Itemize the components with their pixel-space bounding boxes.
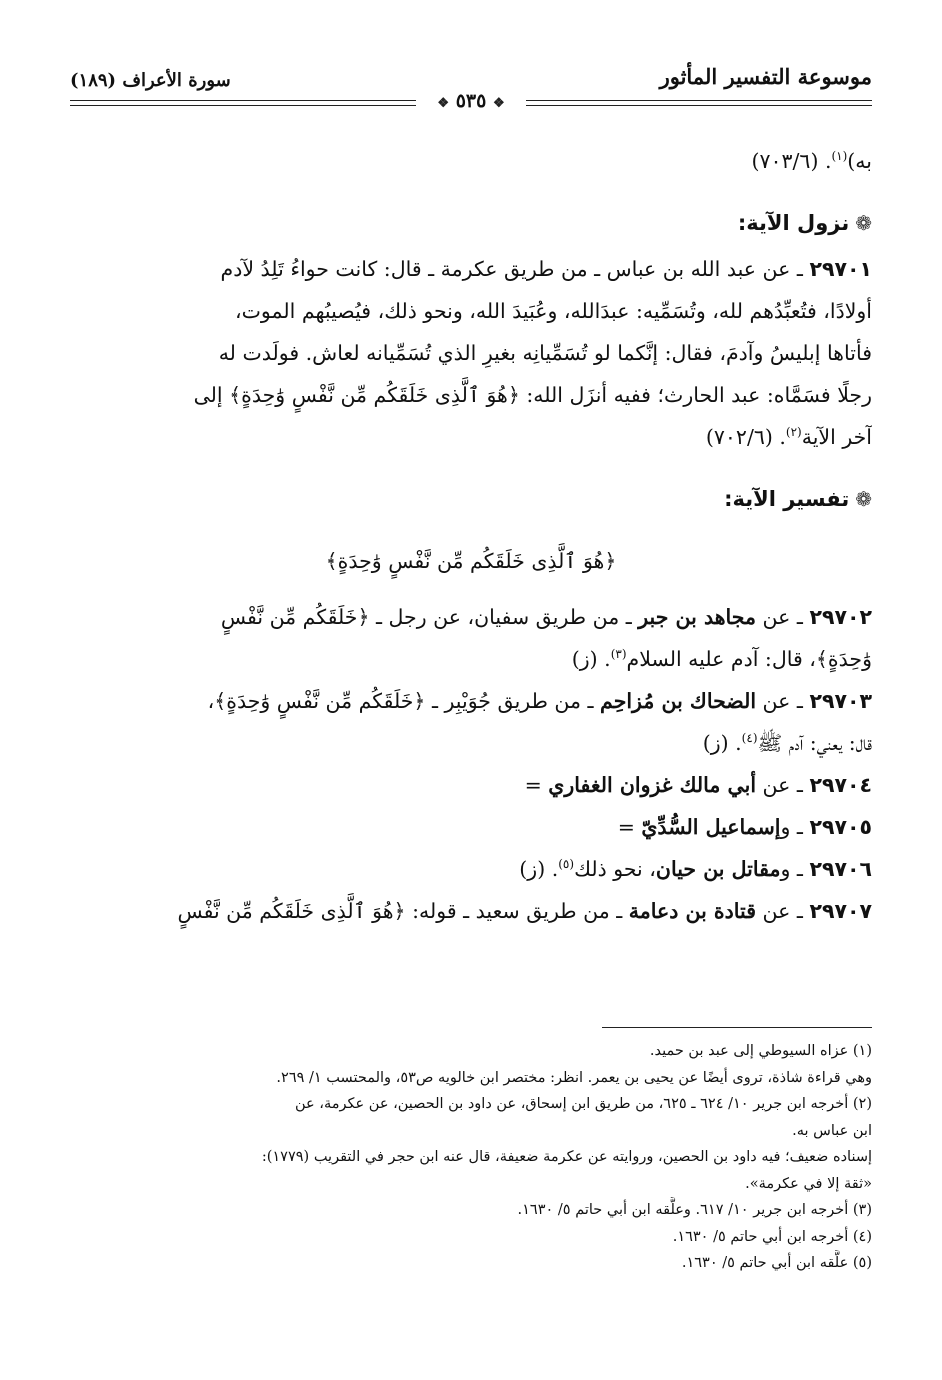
hadith-number: ٢٩٧٠٥ bbox=[809, 815, 872, 839]
footnote-ref: (٢) bbox=[785, 425, 802, 440]
continuation-text: به) bbox=[847, 149, 872, 173]
hadith-text: قال: يعني: آدم ﷺ bbox=[757, 731, 872, 755]
narrator-name: أبي مالك غزوان الغفاري bbox=[548, 773, 757, 797]
hadith-text: ـ من طريق سفيان، عن رجل ـ ﴿خَلَقَكُم مِّن نَّفْسٍ bbox=[220, 605, 639, 629]
hadith-29704 bbox=[70, 764, 872, 806]
continuation-mark: = bbox=[524, 773, 549, 797]
reference-tag: . (ز) bbox=[519, 857, 559, 881]
narrator-name: مجاهد بن جبر bbox=[638, 605, 757, 629]
volume-ref: . (٧٠٣/٦) bbox=[751, 149, 832, 173]
footnote-rule bbox=[602, 1027, 872, 1028]
footnote-line: ابن عباس به. bbox=[792, 1122, 872, 1139]
reference-tag: . (ز) bbox=[571, 647, 611, 671]
ornament-icon: ❖ bbox=[492, 96, 505, 111]
hadith-line bbox=[70, 416, 872, 458]
hadith-line bbox=[70, 374, 872, 416]
book-title: موسوعة التفسير المأثور bbox=[659, 64, 872, 89]
hadith-text: ـ و bbox=[780, 815, 810, 839]
hadith-text: ـ عن bbox=[756, 689, 810, 713]
footnote-ref: (٣) bbox=[610, 647, 627, 662]
footnote-ref: (١) bbox=[831, 149, 848, 164]
footnote-ref: (٥) bbox=[558, 857, 575, 872]
hadith-number: ٢٩٧٠٢ bbox=[809, 605, 872, 629]
hadith-29703 bbox=[70, 680, 872, 764]
footnote-line: (٤) أخرجه ابن أبي حاتم ٥/ ١٦٣٠. bbox=[672, 1228, 872, 1245]
hadith-text: ـ من طريق سعيد ـ قوله: ﴿هُوَ ٱلَّذِى خَلَقَكُم مِّن نَّفْسٍ bbox=[177, 899, 629, 923]
hadith-text: ـ من طريق جُوَيْبِر ـ ﴿خَلَقَكُم مِّن نَّفْسٍ وَٰحِدَةٍ﴾، bbox=[207, 689, 601, 713]
heading-text: نزول الآية: bbox=[737, 211, 850, 235]
page-header bbox=[70, 62, 872, 114]
nuzul-heading bbox=[70, 202, 872, 244]
verse-segment: ﴿هُوَ ٱلَّذِى خَلَقَكُم مِّن نَّفْسٍ وَٰحِدَةٍ﴾ bbox=[325, 549, 617, 573]
hadith-number: ٢٩٧٠٦ bbox=[809, 857, 872, 881]
narrator-name: مقاتل بن حيان bbox=[655, 857, 781, 881]
hadith-number: ٢٩٧٠٣ bbox=[809, 689, 872, 713]
flower-ornament-icon: ❁ bbox=[855, 211, 872, 235]
main-text bbox=[70, 140, 872, 932]
hadith-text: ـ عن عبد الله بن عباس ـ من طريق عكرمة ـ قال: كانت حواءُ تَلِدُ لآدم bbox=[220, 257, 810, 281]
hadith-text: رجلًا فسَمَّاه: عبد الحارث؛ ففيه أنزَل الله: ﴿هُوَ ٱلَّذِى خَلَقَكُم مِّن نَّفْسٍ وَٰحِدَةٍ﴾ إلى bbox=[193, 383, 872, 407]
hadith-text: آخر الآية bbox=[801, 425, 872, 449]
hadith-line bbox=[70, 332, 872, 374]
footnote-line: (٢) أخرجه ابن جرير ١٠/ ٦٢٤ ـ ٦٢٥، من طريق ابن إسحاق، عن داود بن الحصين، عن عكرمة، عن bbox=[295, 1096, 872, 1112]
hadith-text: أولادًا، فتُعبِّدُهم لله، وتُسَمِّيه: عبدَالله، وعُبَيدَ الله، ونحو ذلك، فيُصيبُهم الموت، bbox=[235, 299, 872, 323]
hadith-line bbox=[70, 638, 872, 680]
footnotes bbox=[70, 1027, 872, 1277]
hadith-line bbox=[70, 722, 872, 764]
footnote-line: إسناده ضعيف؛ فيه داود بن الحصين، وروايته عن عكرمة ضعيفة، قال عنه ابن حجر في التقريب (١٧٧٩): bbox=[261, 1149, 872, 1165]
hadith-text: فأتاها إبليسُ وآدمَ، فقال: إنَّكما لو تُسَمِّيانِه بغيرِ الذي تُسَمِّيانه لعاش. فولَدت له bbox=[218, 341, 872, 365]
footnote-line: وهي قراءة شاذة، تروى أيضًا عن يحيى بن يعمر. انظر: مختصر ابن خالويه ص٥٣، والمحتسب ١/ ٢٦٩. bbox=[276, 1069, 872, 1086]
tafsir-heading bbox=[70, 478, 872, 520]
page-number: ٥٣٥ bbox=[455, 90, 487, 112]
volume-ref: . (٧٠٢/٦) bbox=[705, 425, 786, 449]
hadith-29705 bbox=[70, 806, 872, 848]
surah-title: سورة الأعراف (١٨٩) bbox=[70, 70, 231, 91]
hadith-29702 bbox=[70, 596, 872, 680]
hadith-29707 bbox=[70, 890, 872, 932]
flower-ornament-icon: ❁ bbox=[855, 487, 872, 511]
hadith-line bbox=[70, 680, 872, 722]
hadith-line bbox=[70, 290, 872, 332]
hadith-29706 bbox=[70, 848, 872, 890]
hadith-number: ٢٩٧٠١ bbox=[809, 257, 872, 281]
hadith-text: ، نحو ذلك bbox=[574, 857, 656, 881]
hadith-number: ٢٩٧٠٤ bbox=[809, 773, 872, 797]
footnote-line: (٥) علَّقه ابن أبي حاتم ٥/ ١٦٣٠. bbox=[681, 1255, 872, 1271]
continuation-line bbox=[70, 140, 872, 182]
hadith-text: وَٰحِدَةٍ﴾، قال: آدم عليه السلام bbox=[626, 647, 872, 671]
footnote-line: «ثقة إلا في عكرمة». bbox=[745, 1175, 872, 1192]
hadith-text: ـ و bbox=[780, 857, 810, 881]
hadith-number: ٢٩٧٠٧ bbox=[809, 899, 872, 923]
ornament-icon: ❖ bbox=[437, 96, 450, 111]
hadith-line bbox=[70, 596, 872, 638]
hadith-line bbox=[70, 248, 872, 290]
footnote-line: (٣) أخرجه ابن جرير ١٠/ ٦١٧. وعلَّقه ابن أبي حاتم ٥/ ١٦٣٠. bbox=[517, 1202, 872, 1218]
hadith-text: ـ عن bbox=[756, 899, 810, 923]
reference-tag: . (ز) bbox=[702, 731, 742, 755]
continuation-mark: = bbox=[617, 815, 642, 839]
narrator-name: الضحاك بن مُزاحِم bbox=[600, 689, 757, 713]
page-number-box bbox=[416, 90, 526, 114]
heading-text: تفسير الآية: bbox=[724, 487, 850, 511]
narrator-name: إسماعيل السُّدِّيّ bbox=[641, 815, 781, 839]
footnote-line: (١) عزاه السيوطي إلى عبد بن حميد. bbox=[649, 1043, 872, 1059]
hadith-text: ـ عن bbox=[756, 605, 810, 629]
hadith-29701 bbox=[70, 248, 872, 458]
hadith-text: ـ عن bbox=[756, 773, 810, 797]
footnote-ref: (٤) bbox=[741, 731, 758, 746]
narrator-name: قتادة بن دعامة bbox=[628, 899, 757, 923]
